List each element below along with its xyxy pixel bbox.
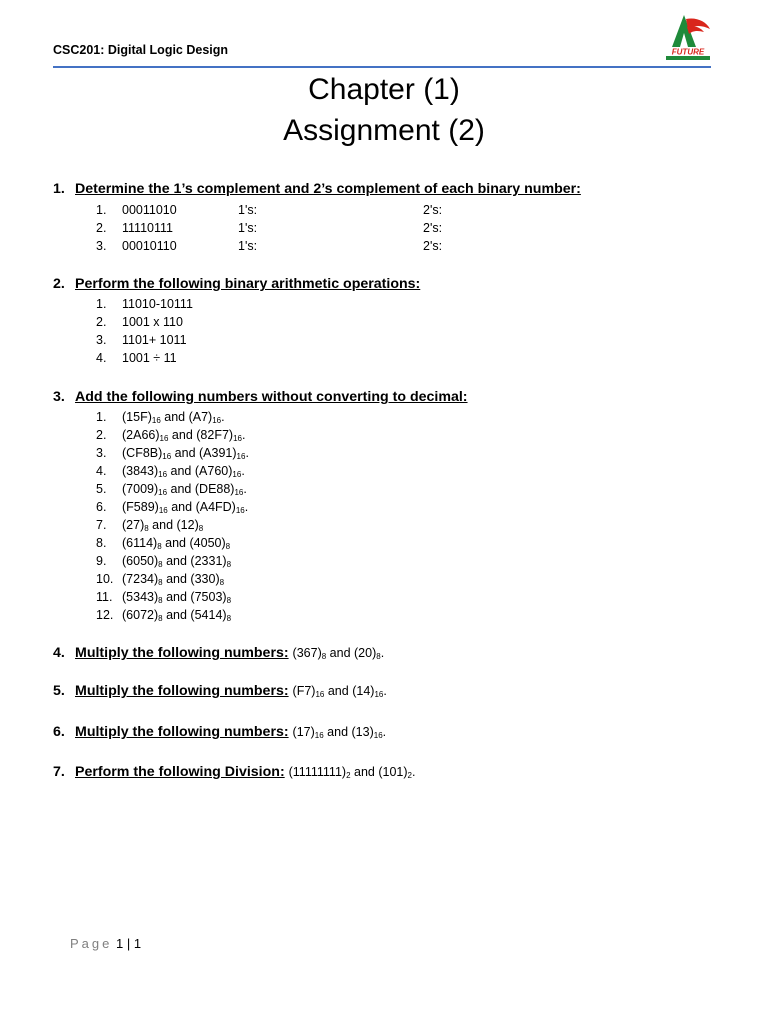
question-operands: $(367)_8$ and $(20)_8$. — [292, 646, 385, 661]
question-3 — [53, 389, 468, 405]
question-number: 2. — [53, 276, 65, 292]
list-item: 6. $(F589)_{16}$ and $(A4FD)_{16}$. — [96, 500, 249, 515]
question-5 — [53, 683, 387, 699]
list-item: 5. $(7009)_{16}$ and $(DE88)_{16}$. — [96, 482, 247, 497]
question-number: 1. — [53, 181, 65, 197]
question-heading: Multiply the following numbers: — [75, 724, 289, 740]
question-number: 3. — [53, 389, 65, 405]
list-item: 11. $(5343)_8$ and $(7503)_8$ — [96, 590, 232, 605]
question-1-list — [96, 201, 442, 255]
page-separator: | — [126, 936, 131, 951]
list-item: 1. 11010-10111 — [96, 297, 193, 311]
page-total: 1 — [133, 936, 142, 951]
page-footer — [70, 936, 141, 951]
list-item: 3. 00010110 1's: 2's: — [96, 239, 443, 253]
question-heading: Perform the following Division: — [75, 764, 285, 780]
header-divider — [53, 66, 711, 68]
list-item: 1. 00011010 1's: 2's: — [96, 203, 443, 217]
question-7 — [53, 764, 415, 780]
question-heading: Perform the following binary arithmetic operations: — [75, 276, 421, 292]
question-2 — [53, 276, 420, 292]
list-item: 8. $(6114)_8$ and $(4050)_8$ — [96, 536, 231, 551]
question-heading: Multiply the following numbers: — [75, 683, 289, 699]
list-item: 12. $(6072)_8$ and $(5414)_8$ — [96, 608, 232, 623]
question-3-list — [96, 408, 249, 624]
list-item: 3. $(CF8B)_{16}$ and $(A391)_{16}$. — [96, 446, 249, 461]
question-number: 6. — [53, 724, 65, 740]
question-2-list — [96, 295, 193, 367]
list-item: 2. $(2A66)_{16}$ and $(82F7)_{16}$. — [96, 428, 246, 443]
svg-text:FUTURE: FUTURE — [671, 47, 705, 57]
question-1 — [53, 181, 581, 197]
list-item: 2. 11110111 1's: 2's: — [96, 221, 443, 235]
question-heading: Multiply the following numbers: — [75, 645, 289, 661]
question-number: 7. — [53, 764, 65, 780]
page-title-line2: Assignment (2) — [283, 114, 485, 147]
question-operands: $(F7)_{16}$ and $(14)_{16}$. — [292, 684, 387, 699]
question-number: 5. — [53, 683, 65, 699]
question-4 — [53, 645, 384, 661]
question-6 — [53, 724, 386, 740]
page-title-line1: Chapter (1) — [308, 73, 460, 106]
list-item: 2. 1001 x 110 — [96, 315, 183, 329]
logo-icon — [662, 13, 712, 63]
list-item: 9. $(6050)_8$ and $(2331)_8$ — [96, 554, 232, 569]
question-operands: $(11111111)_2$ and $(101)_2$. — [288, 765, 416, 780]
question-heading: Determine the 1’s complement and 2’s complement of each binary number: — [75, 181, 581, 197]
list-item: 4. $(3843)_{16}$ and $(A760)_{16}$. — [96, 464, 245, 479]
page-current: 1 — [116, 936, 124, 951]
list-item: 4. 1001 ÷ 11 — [96, 351, 177, 365]
question-heading: Add the following numbers without converting to decimal: — [75, 389, 468, 405]
page-label: Page — [70, 936, 113, 951]
list-item: 1. $(15F)_{16}$ and $(A7)_{16}$. — [96, 410, 225, 425]
list-item: 3. 1101+ 1011 — [96, 333, 187, 347]
list-item: 10. $(7234)_8$ and $(330)_8$ — [96, 572, 225, 587]
list-item: 7. $(27)_8$ and $(12)_8$ — [96, 518, 204, 533]
future-logo — [662, 13, 712, 63]
question-operands: $(17)_{16}$ and $(13)_{16}$. — [292, 725, 387, 740]
course-header: CSC201: Digital Logic Design — [53, 43, 229, 57]
question-number: 4. — [53, 645, 65, 661]
